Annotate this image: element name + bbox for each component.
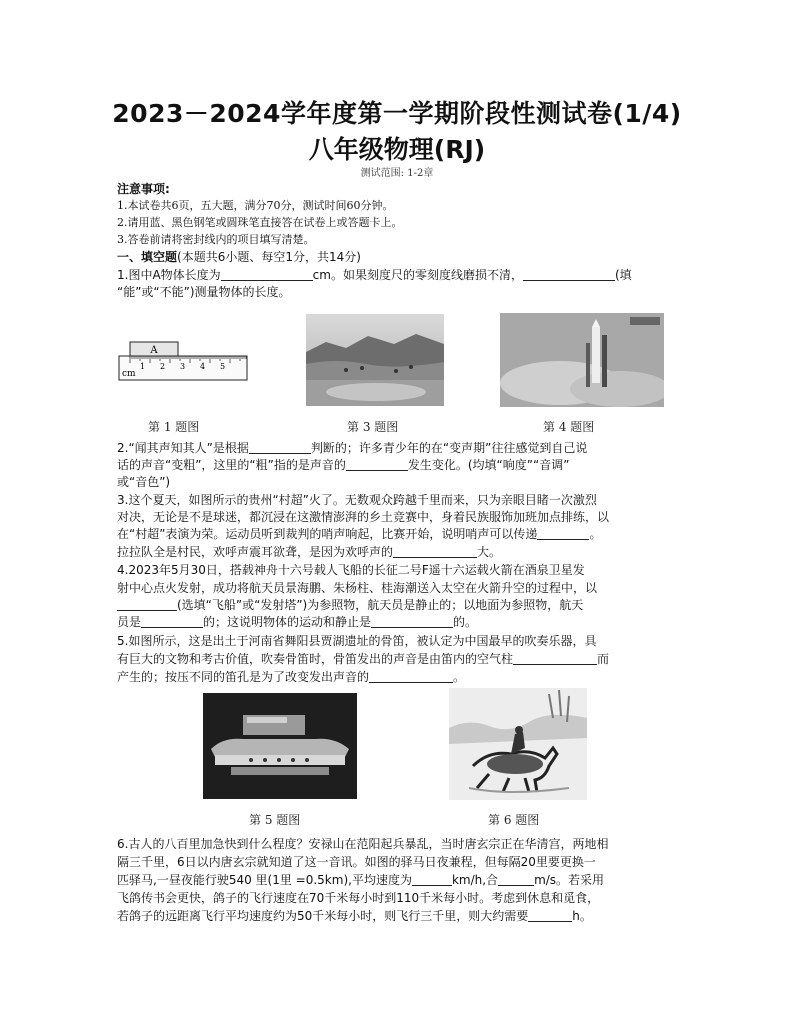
answer-blank-q1-length[interactable] [221, 268, 313, 281]
tick-label-5: 5 [220, 362, 226, 371]
question-2-line-1: 2.“闻其声知其人”是根据 判断的；许多青少年的在“变声期”往往感觉到自己说 [117, 441, 588, 455]
note-item-3: 3.答卷前请将密封线内的项目填写清楚。 [117, 233, 315, 246]
question-6-line-3: 匹驿马,一昼夜能行驶540 里(1里 =0.5km),平均速度为 km/h,合 m/s。若采用 [117, 873, 605, 887]
exam-subtitle: 八年级物理(RJ) [308, 135, 486, 164]
question-6-line-1: 6.古人的八百里加急快到什么程度？安禄山在范阳起兵暴乱，当时唐玄宗正在华清宫，两地相 [117, 837, 609, 851]
tick-label-4: 4 [200, 362, 206, 371]
caption-fig6: 第 6 题图 [488, 813, 540, 827]
question-2-line-3: 或“音色”) [117, 475, 171, 489]
question-6-line-4: 飞鸽传书会更快，鸽子的飞行速度在70千米每小时到110千米每小时。考虑到休息和觅食， [117, 891, 600, 905]
section-note: (本题共6小题、每空1分，共14分) [177, 250, 361, 264]
tick-label-3: 3 [180, 362, 186, 371]
answer-blank-q1-can[interactable] [523, 268, 615, 281]
answer-blank-q2-property[interactable] [346, 458, 408, 471]
section-heading [117, 249, 361, 265]
answer-blank-q4-state[interactable] [141, 615, 203, 628]
section-title: 一、填空题 [117, 250, 178, 264]
answer-blank-q4-relative[interactable] [371, 615, 453, 628]
tick-label-2: 2 [160, 362, 166, 371]
question-4-line-1: 4.2023年5月30日，搭载神舟十六号载人飞船的长征二号F遥十六运载火箭在酒泉卫星发 [117, 563, 585, 577]
question-4-line-3: (选填“飞船”或“发射塔”)为参照物，航天员是静止的；以地面为参照物，航天 [117, 597, 583, 613]
question-3-line-3: 在“村超”表演为荣。运动员听到裁判的哨声响起，比赛开始，说明哨声可以传递 。 [117, 527, 602, 541]
ruler-svg [118, 338, 250, 382]
photo-village-soccer [306, 314, 444, 406]
answer-blank-q2-judge[interactable] [249, 441, 311, 454]
test-scope: 测试范围: 1-2章 [360, 168, 434, 179]
note-item-2: 2.请用蓝、黑色钢笔或圆珠笔直接答在试卷上或答题卡上。 [117, 216, 403, 229]
exam-title: 2023－2024学年度第一学期阶段性测试卷(1/4) [112, 99, 682, 128]
answer-blank-q6-speed-ms[interactable] [498, 873, 534, 886]
caption-fig3: 第 3 题图 [347, 420, 399, 434]
tv-logo-mark [630, 317, 660, 325]
answer-blank-q5-pitch[interactable] [369, 670, 453, 683]
question-6-line-5: 若鸽子的远距离飞行平均速度约为50千米每小时，则飞行三千里，则大约需要 h。 [117, 909, 592, 923]
note-item-1: 1.本试卷共6页，五大题，满分70分，测试时间60分钟。 [117, 199, 394, 212]
notes-heading: 注意事项: [117, 182, 170, 196]
photo-rocket-launch [500, 313, 664, 407]
question-1-line-2: “能”或“不能”)测量物体的长度。 [117, 285, 291, 299]
answer-blank-q4-reference[interactable] [117, 598, 177, 611]
question-5-line-2: 有巨大的文物和考古价值，吹奏骨笛时，骨笛发出的声音是由笛内的空气柱 而 [117, 652, 610, 666]
question-3-line-2: 对决，无论是不是球迷，都沉浸在这激情澎湃的乡土竞赛中，身着民族服饰加班加点排练，以 [117, 510, 610, 524]
object-a-label: A [150, 345, 158, 356]
answer-blank-q6-hours[interactable] [528, 909, 572, 922]
painting-galloping-horse [449, 688, 587, 800]
answer-blank-q6-speed-kmh[interactable] [412, 873, 452, 886]
photo-bone-flute [203, 693, 357, 799]
question-4-line-4: 员是 的；这说明物体的运动和静止是 的。 [117, 615, 478, 629]
answer-blank-q5-vibration[interactable] [513, 652, 597, 665]
tick-label-1: 1 [140, 362, 146, 371]
question-2-line-2: 话的声音“变粗”，这里的“粗”指的是声音的 发生变化。(均填“响度”“音调” [117, 458, 570, 472]
caption-fig5: 第 5 题图 [249, 813, 301, 827]
question-1-line-1: 1.图中A物体长度为 cm。如果刻度尺的零刻度线磨损不清， (填 [117, 268, 632, 282]
question-6-line-2: 隔三千里，6日以内唐玄宗就知道了这一音讯。如图的驿马日夜兼程，但每隔20里要更换一 [117, 855, 596, 869]
question-4-line-2: 射中心点火发射，成功将航天员景海鹏、朱杨柱、桂海潮送入太空在火箭升空的过程中，以 [117, 581, 598, 595]
ruler-unit-label: cm [122, 369, 136, 379]
caption-fig4: 第 4 题图 [543, 420, 595, 434]
ruler-figure [118, 338, 250, 382]
answer-blank-q3-transmit[interactable] [537, 527, 589, 540]
caption-fig1: 第 1 题图 [148, 420, 200, 434]
question-3-line-4: 拉拉队全是村民，欢呼声震耳欲聋，是因为欢呼声的 大。 [117, 545, 502, 559]
answer-blank-q3-loud[interactable] [393, 545, 477, 558]
question-3-line-1: 3.这个夏天，如图所示的贵州“村超”火了。无数观众跨越千里而来，只为亲眼目睹一次激烈 [117, 493, 597, 507]
question-5-line-3: 产生的；按压不同的笛孔是为了改变发出声音的 。 [117, 670, 466, 684]
question-5-line-1: 5.如图所示，这是出土于河南省舞阳县贾湖遗址的骨笛，被认定为中国最早的吹奏乐器，具 [117, 634, 597, 648]
